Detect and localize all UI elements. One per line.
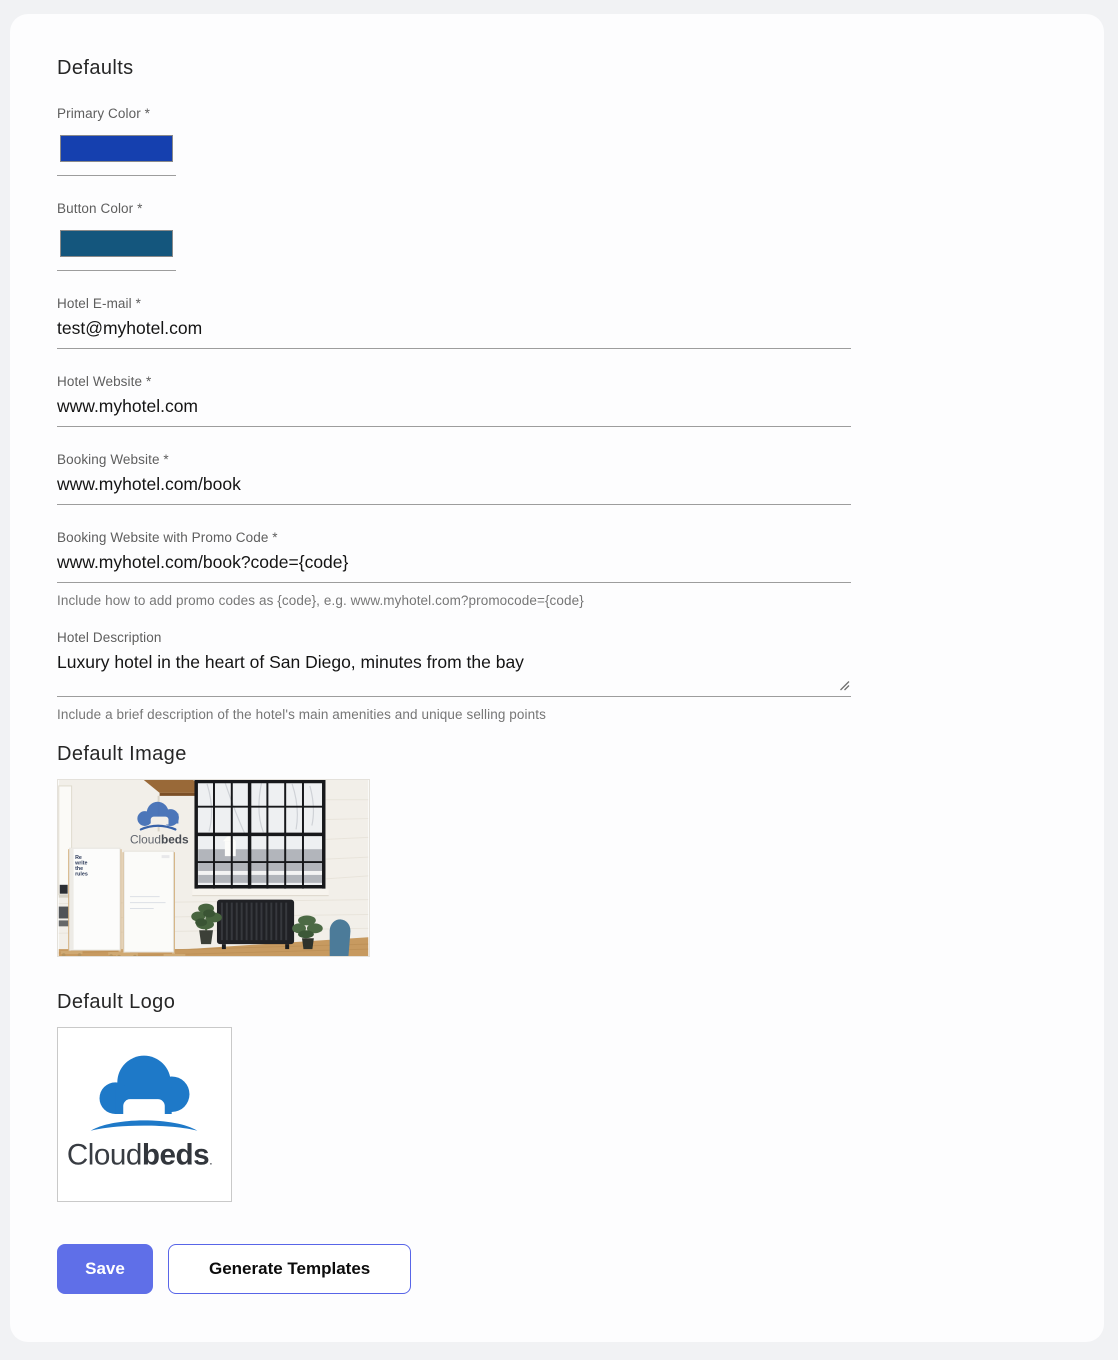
- primary-color-field: [57, 135, 176, 176]
- primary-color-swatch[interactable]: [60, 135, 173, 162]
- promo-helper-text: Include how to add promo codes as {code}, e.g. www.myhotel.com?promocode={code}: [57, 593, 584, 608]
- booking-website-promo-label: Booking Website with Promo Code *: [57, 530, 278, 545]
- field-booking-website-promo: [57, 530, 1057, 608]
- settings-card: [10, 14, 1104, 1342]
- office-photo: [58, 780, 369, 956]
- hotel-website-label: Hotel Website *: [57, 374, 152, 389]
- field-booking-website: [57, 452, 1057, 505]
- field-primary-color: [57, 106, 1057, 176]
- svg-text:Rewritetherules: Re write the rules: [75, 855, 88, 878]
- svg-text:Cloudbeds: Cloudbeds: [129, 832, 189, 847]
- field-hotel-email: [57, 296, 1057, 349]
- default-logo-preview[interactable]: [57, 1027, 232, 1202]
- hotel-website-input[interactable]: [57, 389, 851, 427]
- form-actions: [57, 1244, 1057, 1294]
- booking-website-input[interactable]: [57, 467, 851, 505]
- primary-color-label: Primary Color *: [57, 106, 151, 121]
- hotel-description-label: Hotel Description: [57, 630, 162, 645]
- photo-radiator: [217, 900, 294, 949]
- button-color-swatch[interactable]: [60, 230, 173, 257]
- field-hotel-website: [57, 374, 1057, 427]
- save-button[interactable]: Save: [57, 1244, 153, 1294]
- hotel-description-textarea[interactable]: [57, 645, 851, 697]
- whiteboard-right: [116, 851, 185, 956]
- button-color-field: [57, 230, 176, 271]
- default-image-preview[interactable]: [57, 779, 370, 957]
- section-title-default-logo: Default Logo: [57, 991, 176, 1013]
- booking-website-label: Booking Website *: [57, 452, 169, 467]
- hotel-email-label: Hotel E-mail *: [57, 296, 141, 311]
- button-color-label: Button Color *: [57, 201, 143, 216]
- hotel-email-input[interactable]: [57, 311, 851, 349]
- resize-handle-icon[interactable]: [839, 678, 850, 689]
- field-button-color: [57, 201, 1057, 271]
- photo-window: [192, 780, 328, 896]
- cloudbeds-logo: [58, 1028, 231, 1201]
- cloudbeds-wordmark: Cloudbeds.: [66, 1138, 213, 1172]
- page-title: Defaults: [57, 57, 134, 79]
- booking-website-promo-input[interactable]: [57, 545, 851, 583]
- cloudbeds-swoosh: [91, 1120, 198, 1130]
- field-hotel-description: [57, 630, 1057, 722]
- generate-templates-button[interactable]: Generate Templates: [168, 1244, 411, 1294]
- hotel-description-field: [57, 645, 851, 697]
- photo-chair: [330, 919, 351, 956]
- whiteboard-left: [61, 848, 130, 956]
- description-helper-text: Include a brief description of the hotel's main amenities and unique selling points: [57, 707, 546, 722]
- section-title-default-image: Default Image: [57, 743, 187, 765]
